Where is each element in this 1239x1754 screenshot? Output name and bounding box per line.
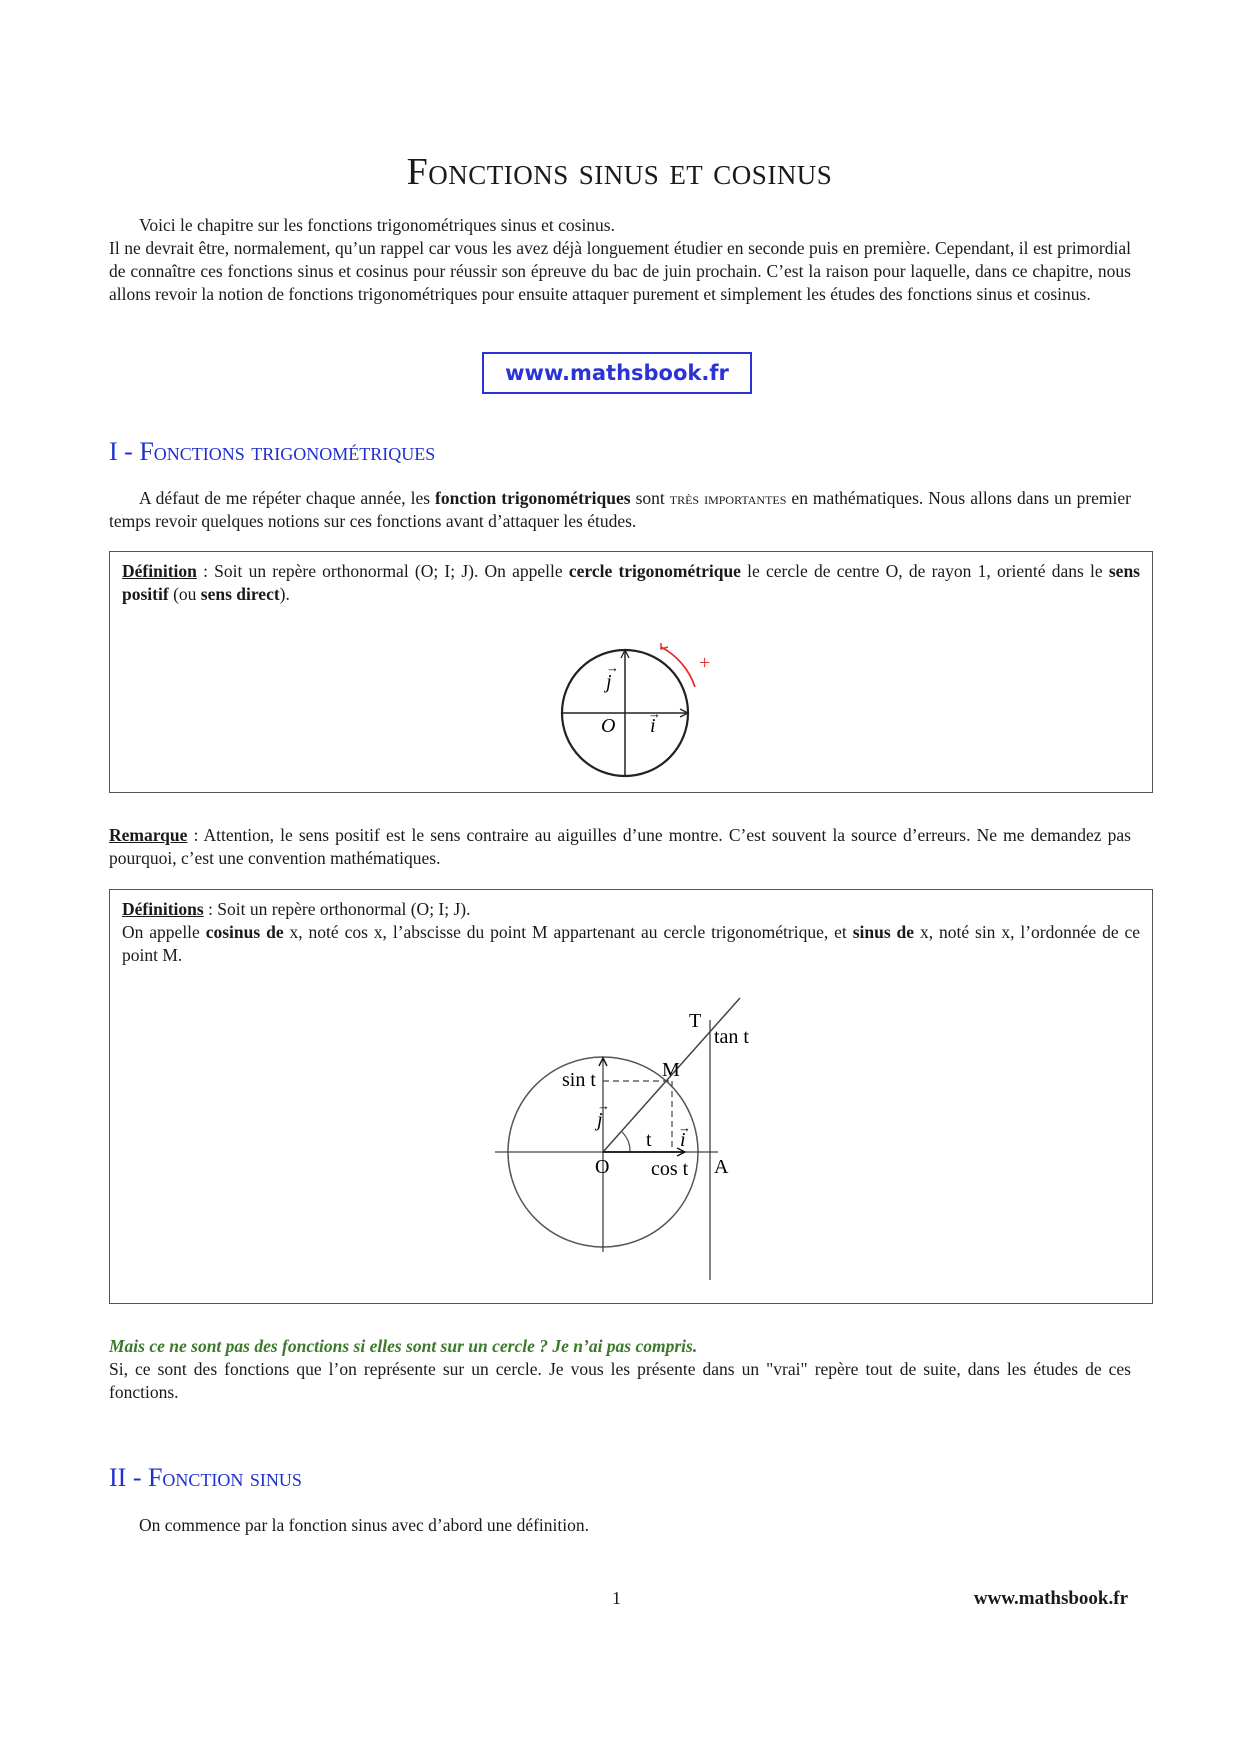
section-1-title: I - Fonctions trigonométriques <box>109 437 436 466</box>
remark-label: Remarque <box>109 825 188 845</box>
definition-box-1 <box>109 551 1153 793</box>
text-span: : Soit un repère orthonormal (O; I; J). On appelle <box>196 561 569 581</box>
definition-label: Définition <box>122 561 197 581</box>
website-link-box[interactable]: www.mathsbook.fr <box>482 352 752 394</box>
label-A: A <box>714 1156 729 1178</box>
trig-circle-figure <box>110 552 1154 794</box>
label-T: T <box>689 1010 702 1032</box>
answer-paragraph: Si, ce sont des fonctions que l’on représente sur un cercle. Je vous les présente dans un "vrai" repère tout de suite, dans les études de ces fonctions. <box>109 1359 1131 1402</box>
label-i: i <box>680 1129 686 1151</box>
text-span: ). <box>279 584 290 604</box>
bold-term: sens positif <box>122 561 1140 604</box>
intro-line1: Voici le chapitre sur les fonctions trigonométriques sinus et cosinus. <box>139 215 615 235</box>
label-o: O <box>601 715 616 737</box>
arrow-head-red <box>661 643 668 649</box>
page-number: 1 <box>612 1588 621 1608</box>
footer-url[interactable]: www.mathsbook.fr <box>973 1588 1128 1609</box>
vector-arrow-i: → <box>678 1120 691 1135</box>
text-span: x, noté cos x, l’abscisse du point M appartenant au cercle trigonométrique, et <box>283 922 853 942</box>
text-span: (ou <box>168 584 201 604</box>
label-cos-t: cos t <box>651 1158 689 1180</box>
text-span: On appelle <box>122 922 206 942</box>
trig-definitions-figure <box>110 890 1154 1305</box>
angle-arc <box>622 1132 630 1152</box>
vector-arrow-j: → <box>606 660 619 675</box>
bold-term: cosinus de <box>205 922 284 942</box>
bold-term: fonction trigonométriques <box>435 488 631 508</box>
text-span: : Attention, le sens positif est le sens contraire au aiguilles d’une montre. C’est souvent la source d’erreurs. Ne me demandez pas pourquoi, c’est une convention mathématiques. <box>109 825 1131 868</box>
text-span: en mathématiques. Nous allons dans un premier temps revoir quelques notions sur ces fonctions avant d’attaquer les études. <box>109 488 1131 531</box>
label-i: i <box>650 715 656 737</box>
intro-paragraph: Il ne devrait être, normalement, qu’un rappel car vous les avez déjà longuement étudier en seconde puis en première. Cependant, il est primordial de connaître ces fonctions sinus et cosinus pour réussir son épreuve du bac de juin prochain. C’est la raison pour laquelle, dans ce chapitre, nous allons revoir la notion de fonctions trigonométriques pour ensuite attaquer purement et simplement les études des fonctions sinus et cosinus. <box>109 238 1131 304</box>
label-j: j <box>597 1109 603 1131</box>
bold-term: sinus de <box>852 922 915 942</box>
label-t: t <box>646 1129 652 1151</box>
section-1-paragraph <box>109 487 1131 533</box>
definition-label: Définitions <box>122 899 204 919</box>
page-title: Fonctions sinus et cosinus <box>406 151 833 193</box>
text-span: : Soit un repère orthonormal (O; I; J). <box>203 899 471 919</box>
vector-arrow-i: → <box>648 706 661 721</box>
text-span: le cercle de centre O, de rayon 1, orienté dans le <box>740 561 1109 581</box>
label-M: M <box>662 1059 680 1081</box>
label-O: O <box>595 1156 610 1178</box>
text-span: x, noté sin x, l’ordonnée de ce point M. <box>122 922 1141 965</box>
small-caps-term: très importantes <box>669 488 787 508</box>
label-tan-t: tan t <box>714 1026 749 1048</box>
bold-term: cercle trigonométrique <box>568 561 741 581</box>
text-span: A défaut de me répéter chaque année, les <box>139 488 436 508</box>
vector-arrow-j: → <box>597 1098 610 1113</box>
remark-paragraph <box>109 824 1131 870</box>
label-j: j <box>606 671 612 693</box>
bold-term: sens direct <box>200 584 280 604</box>
text-span: sont <box>630 488 670 508</box>
label-sin-t: sin t <box>562 1069 596 1091</box>
question-text: Mais ce ne sont pas des fonctions si elles sont sur un cercle ? Je n’ai pas compris. <box>109 1336 698 1356</box>
section-2-title: II - Fonction sinus <box>109 1463 302 1492</box>
plus-sign: + <box>699 652 711 674</box>
section-2-paragraph: On commence par la fonction sinus avec d’abord une définition. <box>139 1515 589 1535</box>
definition-box-2 <box>109 889 1153 1304</box>
